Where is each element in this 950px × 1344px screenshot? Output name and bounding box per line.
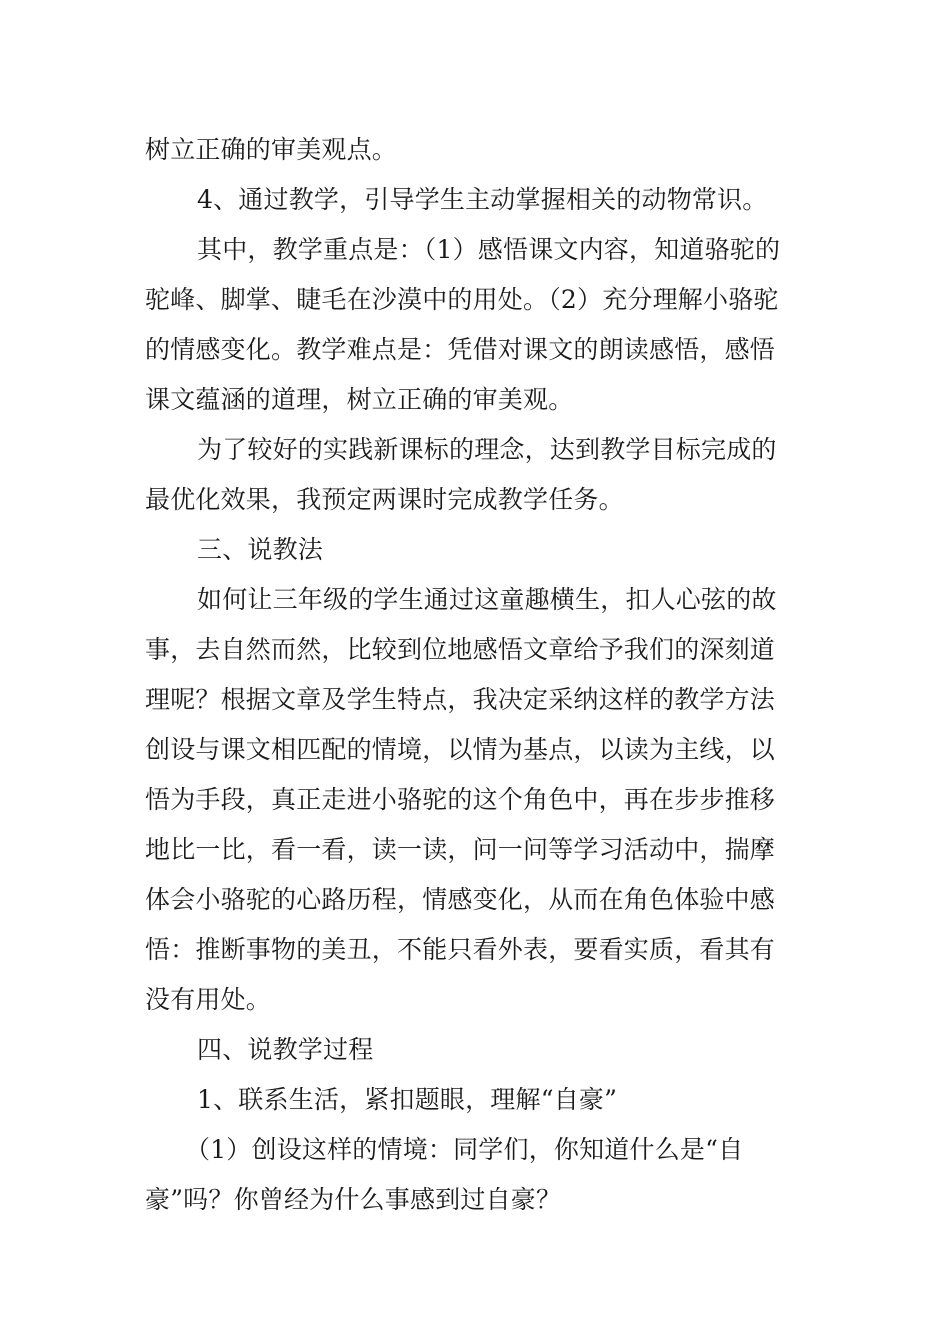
- section-heading: 三、说教法: [197, 535, 324, 564]
- text-line: 其中，教学重点是：（1）感悟课文内容，知道骆驼的: [197, 235, 781, 264]
- text-line: 事，去自然而然，比较到位地感悟文章给予我们的深刻道: [145, 635, 776, 664]
- text-line: 如何让三年级的学生通过这童趣横生，扣人心弦的故: [197, 585, 777, 614]
- text-line: 悟为手段，真正走进小骆驼的这个角色中，再在步步推移: [145, 785, 776, 814]
- text-line: 没有用处。: [145, 985, 272, 1014]
- section-heading: 四、说教学过程: [197, 1035, 374, 1064]
- text-line: 理呢？根据文章及学生特点，我决定采纳这样的教学方法: [145, 685, 776, 714]
- text-line: 地比一比，看一看，读一读，问一问等学习活动中，揣摩: [145, 835, 776, 864]
- text-line: 最优化效果，我预定两课时完成教学任务。: [145, 485, 624, 514]
- text-line: 创设与课文相匹配的情境，以情为基点，以读为主线，以: [145, 735, 776, 764]
- text-line: 树立正确的审美观点。: [145, 135, 398, 164]
- text-line: （1）创设这样的情境：同学们，你知道什么是“自: [185, 1135, 744, 1164]
- text-line: 悟：推断事物的美丑，不能只看外表，要看实质，看其有: [145, 935, 776, 964]
- text-line: 驼峰、脚掌、睫毛在沙漠中的用处。（2）充分理解小骆驼: [145, 285, 779, 314]
- text-line: 1、联系生活，紧扣题眼，理解“自豪”: [197, 1085, 618, 1114]
- text-line: 豪”吗？你曾经为什么事感到过自豪？: [145, 1185, 562, 1214]
- text-line: 体会小骆驼的心路历程，情感变化，从而在角色体验中感: [145, 885, 776, 914]
- text-line: 的情感变化。教学难点是：凭借对课文的朗读感悟，感悟: [145, 335, 776, 364]
- text-line: 4、通过教学，引导学生主动掌握相关的动物常识。: [197, 185, 768, 214]
- text-line: 课文蕴涵的道理，树立正确的审美观。: [145, 385, 574, 414]
- text-line: 为了较好的实践新课标的理念，达到教学目标完成的: [197, 435, 777, 464]
